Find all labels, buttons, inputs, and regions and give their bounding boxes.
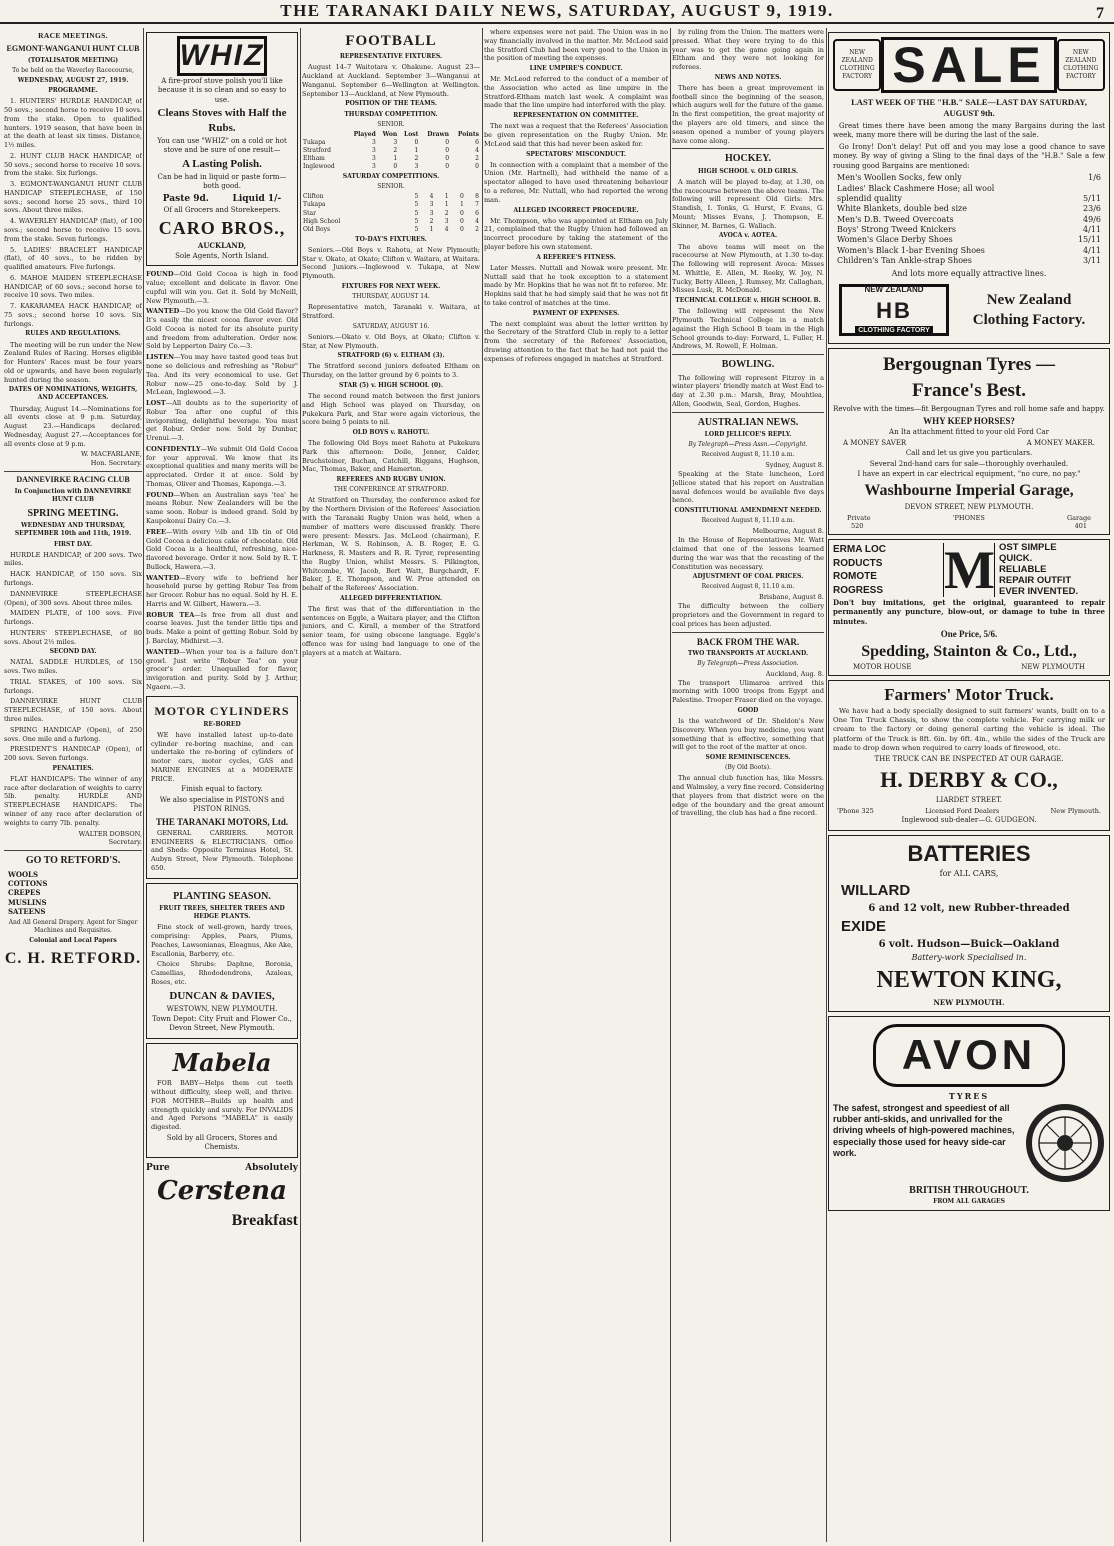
retford-item: MUSLINS <box>8 897 47 907</box>
newton-np: NEW PLYMOUTH. <box>933 997 1005 1007</box>
club-sub: In Conjunction with DANNEVIRKE HUNT CLUB <box>14 487 132 503</box>
batteries-advert <box>828 835 1110 1013</box>
phones-numbers <box>833 522 1105 531</box>
column-rule <box>482 28 483 1542</box>
mabela-text: FOR BABY—Helps them cut teeth without difficulty, sleep well, and thrive. FOR MOTHER—Builds up health and strength quickly and surely. For INVALIDS and Aged Persons "MABELA" is easily digested. <box>151 1079 293 1132</box>
retford-desc: And All General Drapery. Agent for Singer Machines and Requisites. <box>8 918 138 934</box>
avon-text: The safest, strongest and speediest of all rubber anti-skids, and unrivalled for the driving wheels of high-powered machines, especially those used for heavy side-car work. <box>833 1102 1015 1158</box>
whiz-forms: Can be had in liquid or paste form—both good. <box>157 172 287 191</box>
article-text: where expenses were not paid. The Union was in no way financially involved in the matter. Mr. McLeod said the Stratford Club had been very good to the Union in the position of meeting the expenses. <box>484 28 668 63</box>
meeting-date: WEDNESDAY AND THURSDAY, SEPTEMBER 10th and 11th, 1919. <box>14 522 132 538</box>
price-row: Children's Tan Ankle-strap Shoes 3/11 <box>837 256 1101 266</box>
club-name: DANNEVIRKE RACING CLUB <box>16 474 130 484</box>
classified-item: WANTED—Every wife to befriend her household purse by getting Robur Tea from her Grocer. Robur has no equal. Sold by H. E. Harris and W. Gilbert, Hawera.—3. <box>146 573 298 608</box>
meeting-date: WEDNESDAY, AUGUST 27, 1919. <box>17 77 129 85</box>
day-heading: FIRST DAY. <box>53 540 93 548</box>
sale-text: Great times there have been among the many Bargains during the last week, many more there will be during the last of the sale. <box>833 121 1105 140</box>
today-text: Seniors.—Old Boys v. Rahotu, at New Plymouth; Star v. Okato, at Okato; Clifton v. Waitara, at Waitara. Second Juniors.—Inglewood v. Tukapa, at New Plymouth. <box>302 245 480 281</box>
duncan-depot: Town Depot: City Fruit and Flower Co., Devon Street, New Plymouth. <box>152 1015 292 1033</box>
duncan-addr: WESTOWN, NEW PLYMOUTH. <box>166 1004 278 1013</box>
hb-sale-advert <box>828 32 1110 344</box>
mabela-logo: Mabela <box>172 1047 272 1077</box>
mabela-advert <box>146 1043 298 1158</box>
retford-item: WOOLS <box>8 869 39 879</box>
cerstena-pure: Pure <box>146 1162 170 1173</box>
divider <box>4 850 142 851</box>
article-text: Mr. Thompson, who was appointed at Eltham on July 21, complained that the Rugby Union had followed an incorrect procedure by taking the statement of the player before his own statement. <box>484 216 668 251</box>
whiz-headline: Cleans Stoves with Half the Rubs. <box>157 107 287 135</box>
race-entry: PRESIDENT'S HANDICAP (Open), of 200 sovs. Seven furlongs. <box>4 745 142 763</box>
price-row: White Blankets, double bed size 23/6 <box>837 204 1101 214</box>
race-entry: 7. KAKARAMEA HACK HANDICAP, of 75 sovs.; second horse 10 sovs. Six furlongs. <box>4 302 142 328</box>
whiz-logo: WHIZ <box>177 36 267 76</box>
divider <box>672 412 824 413</box>
ford-dealers: Licensed Ford Dealers <box>925 806 1000 815</box>
next-day: THURSDAY, AUGUST 14. <box>352 293 430 301</box>
table-row: Tukapa 5 3 1 1 7 <box>303 201 479 209</box>
bowling-heading: BOWLING. <box>721 359 775 371</box>
race-entry: 6. MAHOE MAIDEN STEEPLECHASE HANDICAP, of 60 sovs.; second horse to receive 10 sovs. Two miles. <box>4 273 142 300</box>
avoca-heading: AVOCA v. AOTEA. <box>718 232 778 240</box>
race-entry: 5. LADIES' BRACELET HANDICAP (flat), of 40 sovs., to be ridden by qualified amateurs. Five furlongs. <box>4 245 142 272</box>
line-umpire-heading: LINE UMPIRE'S CONDUCT. <box>529 65 623 73</box>
price-row: Men's Woollen Socks, few only 1/6 <box>837 173 1101 183</box>
liquid-price: Liquid 1/- <box>232 193 282 204</box>
permaloc-header <box>833 540 1105 601</box>
battery-work: Battery-work Specialised in. <box>911 952 1027 962</box>
cerstena-absolutely: Absolutely <box>245 1162 298 1173</box>
page-number: 7 <box>1096 5 1104 22</box>
classified-item: LISTEN—You may have tasted good teas but none so delicious and refreshing as "Robur" Tea. And its very economical to use. Get Robur now—25 one-to-day. Sold by J. McLean, Inglewood.—3. <box>146 353 298 397</box>
masthead <box>0 0 1114 24</box>
expenses-heading: PAYMENT OF EXPENSES. <box>532 309 620 317</box>
article-text: A match will be played to-day, at 1.30, on the racecourse between the above teams. The following will represent Old Girls: Mrs. Standish, I. Tonks, G. Hurst, F. Evans, G. Mount; Misses Evans, J. Thompson, E. Skinner, M. Barnes, G. Wallach. <box>672 177 824 230</box>
technical-heading: TECHNICAL COLLEGE v. HIGH SCHOOL B. <box>675 297 821 305</box>
club-sub: (TOTALISATOR MEETING) <box>27 56 119 64</box>
jellicoe-place: Sydney, August 8. <box>765 461 824 470</box>
representation-heading: REPRESENTATION ON COMMITTEE. <box>513 112 639 120</box>
transports-by: By Telegraph—Press Association. <box>697 659 799 667</box>
avon-tyres: TYRES <box>948 1091 990 1101</box>
price-row: Boys' Strong Tweed Knickers 4/11 <box>837 225 1101 235</box>
saturday-table <box>302 193 480 233</box>
why-keep-horses: WHY KEEP HORSES? <box>923 416 1015 427</box>
article-text: by ruling from the Union. The matters were pressed. What they were trying to do this year was to get the game going again in Eltham and they were not looking for referees. <box>672 28 824 72</box>
signature: WALTER DOBSON, <box>78 829 142 838</box>
nz-clothing-factory: New Zealand Clothing Factory. <box>972 292 1086 329</box>
programme-heading: PROGRAMME. <box>48 87 98 95</box>
price-row: Men's D.B. Tweed Overcoats 49/6 <box>837 214 1101 224</box>
motor-cylinders-advert <box>146 696 298 879</box>
rep-fixtures: August 14–7 Waitotara v. Ohakune. August 23—Auckland at Auckland. September 3—Wanganui at Wanganui. September 6—Wellington at Wellington. September 13—Auckland, at New Plymouth. <box>302 63 480 98</box>
thursday-competition: THURSDAY COMPETITION. <box>344 110 438 118</box>
race-entry: DANNEVIRKE STEEPLECHASE (Open), of 300 sovs. About three miles. <box>4 589 142 607</box>
sole-agents: Sole Agents, North Island. <box>175 251 269 260</box>
spedding-stainton: Spedding, Stainton & Co., Ltd., <box>861 643 1077 661</box>
cerstena-logo: Cerstena <box>157 1175 287 1206</box>
whiz-advert <box>146 32 298 266</box>
race-entry: NATAL SADDLE HURDLES, of 150 sovs. Two miles. <box>4 658 142 676</box>
classifieds <box>146 270 298 691</box>
article-text: There has been a great improvement in football since the beginning of the season, which augurs well for the future of the game. In the first competition, the great majority of the players are old timers, and since the season opened a number of young players have come along. <box>672 83 824 145</box>
jellicoe-heading: LORD JELLICOE'S REPLY. <box>704 431 792 439</box>
coal-received: Received August 8, 11.10 a.m. <box>701 583 795 591</box>
price-row: Women's Black 1-bar Evening Shoes 4/11 <box>837 245 1101 255</box>
motor-pistons: We also specialise in PISTONS and PISTON RINGS. <box>159 795 285 814</box>
phones-row <box>833 514 1105 523</box>
signature-title: Secretary. <box>108 838 142 847</box>
hockey-heading: HOCKEY. <box>724 153 772 165</box>
duncan-davies: DUNCAN & DAVIES, <box>169 989 275 1002</box>
column-rule <box>670 28 671 1542</box>
fruit-trees: FRUIT TREES, SHELTER TREES AND HEDGE PLANTS. <box>159 905 285 921</box>
signature-title: Hon. Secretary. <box>90 459 142 468</box>
for-all-cars: for ALL CARS, <box>939 869 999 879</box>
referees-text: At Stratford on Thursday, the conference asked for by the Northern Division of the Referees' Association with the Taranaki Rugby Union was held, when a number of matters were discussed frankly. There were present: Messrs. Jas. McLeod (chairman), F. Herkman, W. S. Robinson, A. B. Roger, E. G. Harkness, R. Masters and R. R. Tyrer, representing the Rugby Union, whilst Messrs. S. Pilkington, Whitcombe, W. Jacob, Bert Watt, Burgchardt, F. Baker, J. E. Thompson, and W. Prue attended on behalf of the Referees' Association. <box>302 496 480 593</box>
clothing-factory-stamp: NEW ZEALAND CLOTHING FACTORY <box>833 39 881 91</box>
clothing-factory-stamp: NEW ZEALAND CLOTHING FACTORY <box>1057 39 1105 91</box>
exide: EXIDE <box>841 917 887 935</box>
reminiscences-by: (By Old Boots). <box>724 764 771 772</box>
race-entry: HUNTERS' STEEPLECHASE, of 80 sovs. About 2½ miles. <box>4 628 142 646</box>
article-text: The annual club function has, like Messrs. and Walmsley, a very fine record. Considering that players from that district were on the edge of the boundary and the great amount of travelling, the club has had a fine record. <box>672 774 824 818</box>
whiz-prices <box>151 193 293 205</box>
retford-heading: GO TO RETFORD'S. <box>25 855 121 867</box>
race-entry: DANNEVIRKE HUNT CLUB STEEPLECHASE, of 150 sovs. About three miles. <box>4 697 142 724</box>
article-text: Mr. McLeod referred to the conduct of a member of the Association who acted as line umpire in the Stratford-Eltham match last week. A complaint was made that the line umpire had interfered with the play. <box>484 75 668 110</box>
fitness-heading: A REFEREE'S FITNESS. <box>536 253 616 261</box>
article-text: The following will represent the New Plymouth Technical College in a match against the High School B team in the High School grounds to-day: Forward, L. Fuller, H. Andrews, M. Rowell, F. Holman. <box>672 307 824 351</box>
retford-item: SATEENS <box>8 907 46 917</box>
permaloc-text: Don't buy imitations, get the original, guaranteed to repair permanently any puncture, blow-out, or damage to tube in three minutes. <box>833 597 1105 626</box>
auckland: AUCKLAND, <box>197 241 247 251</box>
alleged-text: The first was that of the differentiation in the sentences on Eggle, a Waitara player, and the Clifton juniors, and C. Kirall, a member of the Stratford senior team, for using obscene language. Eggle's offence was for using bad language to one of the players at a match at Waitara. <box>302 604 480 657</box>
table-row: Star 5 3 2 0 6 <box>303 209 479 217</box>
race-entry: TRIAL STAKES, of 100 sovs. Six furlongs. <box>4 677 142 695</box>
day-heading: SECOND DAY. <box>49 648 97 656</box>
race-entry: 3. EGMONT-WANGANUI HUNT CLUB HANDICAP STEEPLECHASE, of 150 sovs.; second horse 25 sovs., third 10 sovs. About three miles. <box>4 180 142 215</box>
constitutional-heading: CONSTITUTIONAL AMENDMENT NEEDED. <box>674 507 822 515</box>
whiz-lasting: A Lasting Polish. <box>182 157 262 170</box>
derby-phone: 'Phone 325 <box>837 806 874 815</box>
retford-item: COTTONS <box>8 879 48 888</box>
derby-row <box>833 807 1105 816</box>
last-week: LAST WEEK OF THE "H.B." SALE—LAST DAY SATURDAY, AUGUST 9th. <box>851 97 1087 119</box>
planting-heading: PLANTING SEASON. <box>173 890 271 902</box>
newspaper-title: THE TARANAKI DAILY NEWS, SATURDAY, AUGUST 9, 1919. <box>280 0 834 20</box>
liardet-street: LIARDET STREET. <box>935 796 1003 805</box>
washbourne-garage: Washbourne Imperial Garage, <box>864 482 1074 500</box>
rep-fixtures-heading: REPRESENTATIVE FIXTURES. <box>339 53 443 61</box>
phone-private: Private <box>847 513 871 522</box>
caro-bros: CARO BROS., <box>158 218 286 239</box>
thursday-table <box>302 131 480 171</box>
price-list <box>837 173 1101 267</box>
race-entry: 4. WAVERLEY HANDICAP (flat), of 100 sovs.; second horse to receive 15 sovs. from the stake. Seven furlongs. <box>4 217 142 243</box>
procedure-heading: ALLEGED INCORRECT PROCEDURE. <box>513 206 639 214</box>
article-text: Later Messrs. Nuttall and Nowak were present. Mr. Nuttall said that he took exception to a statement made by Mr. Hopkins that he was not fit to referee. Mr. Hopkins said that he had simply said that he was not fit to take control of matches at the time. <box>484 263 668 307</box>
price-row: splendid quality 5/11 <box>837 193 1101 203</box>
rules-heading: RULES AND REGULATIONS. <box>25 330 121 338</box>
table-row: Old Boys 5 1 4 0 2 <box>303 225 479 233</box>
today-heading: TO-DAY'S FIXTURES. <box>355 235 427 243</box>
expert-text: I have an expert in car electrical equipment, "no cure, no pay." <box>857 470 1081 479</box>
jellicoe-received: Received August 8, 11.10 a.m. <box>701 451 795 459</box>
next-week-heading: FIXTURES FOR NEXT WEEK. <box>341 282 441 290</box>
call-text: Call and let us give you particulars. <box>905 449 1033 458</box>
tyre-illustration-icon <box>1025 1103 1105 1183</box>
mabela-sold: Sold by all Grocers, Stores and Chemists. <box>166 1133 278 1152</box>
permaloc-advert <box>828 539 1110 676</box>
willard: WILLARD <box>841 882 911 900</box>
bergougnan-line2: France's Best. <box>912 380 1026 402</box>
reminiscences-heading: SOME REMINISCENCES. <box>705 754 791 762</box>
permaloc-right: OST SIMPLE QUICK. RELIABLE REPAIR OUTFIT EVER INVENTED. <box>999 542 1079 597</box>
from-all-garages: FROM ALL GARAGES <box>933 1198 1005 1206</box>
hb-clothing-factory: CLOTHING FACTORY <box>855 326 933 335</box>
cerstena-advert <box>146 1162 298 1232</box>
oldboys-text: The following Old Boys meet Rahotu at Pukekura Park this afternoon: Doile, Jenner, Calder, Bruchsteiner, Buchan, Catchill, Riggans, Hughson, Mac, Thomas, Baker, and Hamerton. <box>302 439 480 474</box>
hb-logo <box>839 284 949 336</box>
race-entry: 2. HUNT CLUB HACK HANDICAP, of 50 sovs.; second horse to receive 10 sovs. from the stake. Six furlongs. <box>4 151 142 178</box>
venue: To be held on the Waverley Racecourse, <box>12 67 134 75</box>
rules-text: The meeting will be run under the New Zealand Rules of Racing. Horses eligible for Hunters' Races must be four years old or upwards, and have been regularly hunted during the season. <box>4 340 142 384</box>
classified-item: FOUND—When an Australian says 'tea' he means Robur. New Zealanders will be the same soon. Robur is indeed grand. Sold by Kaupokonui Dairy Co.—3. <box>146 490 298 526</box>
article-text: The next was a request that the Referees' Association be given representation on the Rugby Union. Mr. McLeod said that this had never been asked for. <box>484 122 668 148</box>
article-text: Is the watchword of Dr. Sheldon's New Discovery. When you buy medicine, you want something that is effective, something that will get to the root of the matter at once. <box>672 717 824 752</box>
race-entry: 1. HUNTERS' HURDLE HANDICAP, of 50 sovs.; second horse to receive 10 sovs. from the stake. Open to qualified hunters. 1919 season, that have been in at the death at least six times. Distance, 1½ miles. <box>4 97 142 150</box>
stratford-heading: STRATFORD (6) v. ELTHAM (3). <box>337 352 445 360</box>
hs-oldgirls-heading: HIGH SCHOOL v. OLD GIRLS. <box>697 167 799 175</box>
price-row: Ladies' Black Cashmere Hose; all wool <box>837 183 995 193</box>
column-rule <box>826 28 827 1542</box>
dates-heading: DATES OF NOMINATIONS, WEIGHTS, AND ACCEPTANCES. <box>8 386 138 402</box>
sale-logo: SALE <box>881 37 1056 93</box>
washbourne-addr: DEVON STREET, NEW PLYMOUTH. <box>904 503 1034 512</box>
classified-item: WANTED—When your tea is a failure don't growl. Just write "Robur Tea" on your grocer's order. Unequalled for flavor, invigoration and purity. Sold by J. Arthur, Ngaere.—3. <box>146 647 298 691</box>
derby-np: New Plymouth. <box>1050 806 1101 815</box>
spectators-heading: SPECTATORS' MISCONDUCT. <box>526 150 626 158</box>
whiz-desc: A fire-proof stove polish you'll like because it is so clean and so easy to use. <box>157 77 287 104</box>
article-text: Speaking at the State luncheon, Lord Jellicoe stated that his report on Australian naval defences would be available five days hence. <box>672 470 824 505</box>
more-lines: And lots more equally attractive lines. <box>891 268 1047 278</box>
alleged-heading: ALLEGED DIFFERENTIATION. <box>339 594 443 602</box>
ford-attachment: An Ita attachment fitted to your old Ford Car <box>889 428 1049 437</box>
sat16: SATURDAY, AUGUST 16. <box>352 322 430 330</box>
permaloc-left: ERMA LOC RODUCTS ROMOTE ROGRESS <box>833 544 886 596</box>
club-name: EGMONT-WANGANUI HUNT CLUB <box>6 44 140 54</box>
choice-text: Choice Shrubs: Daphne, Boronia, Camellias, Rhododendrons, Azaleas, Roses, etc. <box>151 960 293 986</box>
race-entry: HURDLE HANDICAP, of 200 sovs. Two miles. <box>4 550 142 568</box>
oldboys-heading: OLD BOYS v. RAHOTU. <box>352 429 430 437</box>
paste-price: Paste 9d. <box>162 193 209 204</box>
section-heading: RACE MEETINGS. <box>38 31 108 40</box>
senior-label: SENIOR. <box>377 120 405 128</box>
article-text: The difficulty between the colliery proprietors and the Government in regard to coal prices has been adjusted. <box>672 602 824 628</box>
saver-row <box>833 439 1105 448</box>
football-heading: FOOTBALL <box>345 33 437 49</box>
table-row: Inglewood 3 0 3 0 0 <box>303 163 479 171</box>
second-hand: Several 2nd-hand cars for sale—thoroughly overhauled. <box>869 459 1069 468</box>
const-received: Received August 8, 11.10 a.m. <box>701 517 795 525</box>
positions-heading: POSITION OF THE TEAMS. <box>345 100 437 108</box>
divider <box>672 148 824 149</box>
article-text: The following will represent Fitzroy in a winter players' friendly match at West End to-day at 2.30 p.m.: Marsh, Bray, Mouhtlea, Allen, Goodwin, Seal, Gordon, Hughes. <box>672 373 824 408</box>
taranaki-motors-desc: GENERAL CARRIERS. MOTOR ENGINEERS & ELECTRICIANS. Office and Sheds: Opposite Terminus Hotel, St. Aubyn Street, New Plymouth. Telephone 650. <box>151 828 293 872</box>
inglewood-sub: Inglewood sub-dealer—G. GUDGEON. <box>901 816 1037 825</box>
classified-item: CONFIDENTLY—We submit Old Gold Cocoa for your approval. We know that its exceptional qualities and many merits will be appreciated. Order it at once. Sold by Thomas, Oliver and Thomas, Kaponga.—3. <box>146 444 298 488</box>
bergougnan-text: Revolve with the times—fit Bergougnan Tyres and roll home safe and happy. <box>833 404 1105 413</box>
referees-sub: THE CONFERENCE AT STRATFORD. <box>333 486 449 494</box>
fruit-text: Fine stock of well-grown, hardy trees, comprising: Apples, Pears, Plums, Peaches, Lawsonianas, Eleagnus, Ake Ake, Escallonia, Barberry, etc. <box>151 923 293 958</box>
money-maker: A MONEY MAKER. <box>1026 438 1095 447</box>
column-advertisements <box>146 28 298 1542</box>
race-entry: HACK HANDICAP, of 150 sovs. Six furlongs. <box>4 570 142 587</box>
back-from-war-heading: BACK FROM THE WAR. <box>696 636 800 647</box>
australian-news-heading: AUSTRALIAN NEWS. <box>697 416 799 428</box>
motor-text: WE have installed latest up-to-date cylinder re-boring machine, and can undertake the re-boring of cylinders of motor cars, motor cycles, GAS and MARINE ENGINES at a MODERATE PRICE. <box>151 730 293 783</box>
next-text: Representative match, Taranaki v. Waitara, at Stratford. <box>302 303 480 320</box>
avon-body <box>833 1103 1105 1183</box>
bergougnan-line1: Bergougnan Tyres — <box>882 354 1056 376</box>
sale-text2: Go Irony! Don't delay! Put off and you may lose a good chance to save money. By way of giving a Sling to the final days of the "H.B." Sale a few rousing good Bargains are mentioned: <box>833 142 1105 170</box>
sale-header <box>833 36 1105 94</box>
hb-letters: HB <box>876 298 912 324</box>
price-row: Women's Glace Derby Shoes 15/11 <box>837 235 1101 245</box>
hb-footer <box>833 280 1105 340</box>
column-rule <box>143 28 144 1542</box>
table-row: Eltham 3 1 2 0 2 <box>303 154 479 162</box>
big-m-letter: M <box>944 540 995 601</box>
referees-heading: REFEREES AND RUGBY UNION. <box>336 476 446 484</box>
planting-advert <box>146 883 298 1039</box>
farmers-heading: Farmers' Motor Truck. <box>884 685 1054 705</box>
good-heading: GOOD <box>737 706 759 714</box>
article-text: The above teams will meet on the racecourse at New Plymouth, at 1.30 to-day. The following will represent Avoca: Misses M. Whittle, E. Allen, M. Reeky, W. Joy, N. Tucky, Betty Alleen, J. Rumsey, Mr. Callaghan, Misses Lusk, R. McDonald. <box>672 242 824 295</box>
classified-item: FOUND—Old Gold Cocoa is high in food value; excellent and delicate in flavor. One cupful will win you. Get it. Sold by McNeill, New Plymouth.—3. <box>146 270 298 305</box>
article-text: The next complaint was about the letter written by the Secretary of the Stratford Club in reply to a letter from the secretary of the Referees' Association, drawing attention to the fact that he had not paid the expenses of referees engaged in matches at Stratford. <box>484 319 668 363</box>
stratford-text: The Stratford second juniors defeated Eltham on Thursday, on the latter ground by 6 points to 3. <box>302 362 480 380</box>
taranaki-motors: THE TARANAKI MOTORS, Ltd. <box>155 816 289 827</box>
farmers-text: We have had a body specially designed to suit farmers' wants, built on to a One Ton Truck Chassis, to show the complete vehicle. For carrying milk or cream to the factory or doing general carting the vehicle is ideal. The platform of the Truck is 8ft. 6in. by 6ft. 4in., while the sides of the Truck are made to drop down when required to carry loads of firewood, etc. <box>833 707 1105 752</box>
phone-private-number: 520 <box>851 522 864 531</box>
article-text: In the House of Representatives Mr. Watt claimed that one of the lessons learned during the war was that the recasting of the Constitution was necessary. <box>672 536 824 571</box>
divider <box>672 632 824 633</box>
willard-sub: 6 and 12 volt, new Rubber-threaded <box>868 903 1070 915</box>
divider <box>672 354 824 355</box>
motor-house: MOTOR HOUSE <box>853 662 912 671</box>
whiz-desc2: You can use "WHIZ" on a cold or hot stove and be sure of one result— <box>157 137 287 155</box>
phones-label: 'PHONES <box>952 513 985 522</box>
table-row: High School 5 2 3 0 4 <box>303 217 479 225</box>
farmers-truck-advert <box>828 680 1110 831</box>
phone-garage-number: 401 <box>1074 522 1087 531</box>
divider <box>4 471 142 472</box>
motor-sub: RE-BORED <box>203 720 241 728</box>
exide-sub: 6 volt. Hudson—Buick—Oakland <box>878 939 1060 951</box>
penalties-heading: PENALTIES. <box>52 764 94 772</box>
classified-item: ROBUR TEA—Is free from all dust and coarse leaves. Just the tender little tips and buds. Make a point of getting Robur. Sold by J. Barclay, Midhirst.—3. <box>146 610 298 645</box>
motor-finish: Finish equal to factory. <box>181 785 263 794</box>
coal-place: Brisbane, August 8. <box>759 593 824 602</box>
avon-logo: AVON <box>873 1024 1065 1087</box>
spring-meeting: SPRING MEETING. <box>27 507 119 519</box>
star-text: The second round match between the first juniors and High School was played on Thursday, on Pukekura Park, and Star were again victorious, the score being 5 points to nil. <box>302 392 480 427</box>
motor-heading: MOTOR CYLINDERS <box>154 703 290 718</box>
news-heading: NEWS AND NOTES. <box>714 73 782 81</box>
derby-co: H. DERBY & CO., <box>880 767 1058 793</box>
retford-sub: Colonial and Local Papers <box>29 936 117 944</box>
race-entry: MAIDEN PLATE, of 100 sovs. Five furlongs. <box>4 609 142 627</box>
column-rule <box>300 28 301 1542</box>
money-saver: A MONEY SAVER <box>843 438 907 447</box>
newton-king: NEWTON KING, <box>876 967 1062 994</box>
bergougnan-advert <box>828 348 1110 535</box>
transports-place: Auckland, Aug. 8. <box>765 669 824 678</box>
retford-item: CREPES <box>8 888 41 898</box>
dates-text: Thursday, August 14.—Nominations for all events close at 9 p.m. Saturday, August 23.—Handicaps declared. Wednesday, August 27.—Acceptances for all events close at 9 p.m. <box>4 404 142 448</box>
column-news <box>672 28 824 1542</box>
phone-garage: Garage <box>1066 513 1091 522</box>
whiz-grocers: Of all Grocers and Storekeepers. <box>163 205 281 214</box>
article-text: In connection with a complaint that a member of the Union (Mr. Hartnell), had withheld the name of a spectator alleged to have used threatening behaviour to a referee, Mr. Nuttall, who had reported the wrong man. <box>484 160 668 204</box>
retford-items <box>8 870 142 917</box>
column-football-continued <box>484 28 668 1542</box>
transports-heading: TWO TRANSPORTS AT AUCKLAND. <box>687 649 809 657</box>
table-row: Tukapa 3 3 0 0 6 <box>303 138 479 146</box>
jellicoe-by: By Telegraph—Press Assn.—Copyright. <box>688 441 808 449</box>
senior-label: SENIOR. <box>377 183 405 191</box>
table-row: Clifton 5 4 1 0 8 <box>303 193 479 201</box>
column-race-meetings <box>4 28 142 1542</box>
sat16-text: Seniors.—Okato v. Old Boys, at Okato; Clifton v. Star, at New Plymouth. <box>302 332 480 350</box>
const-place: Melbourne, August 8. <box>752 527 824 536</box>
penalties-text: FLAT HANDICAPS: The winner of any race after declaration of weights to carry 5lb. penalty. HURDLE AND STEEPLECHASE HANDICAPS: The winner of any race after declaration of weights to carry 7lb. penalty. <box>4 774 142 827</box>
column-football <box>302 28 480 1542</box>
article-text: The transport Ulimaroa arrived this morning with 1000 troops from Egypt and Palestine. Trooper Fraser died on the voyage. <box>672 678 824 705</box>
motor-house-location: NEW PLYMOUTH <box>1021 662 1085 671</box>
cerstena-breakfast: Breakfast <box>231 1212 298 1230</box>
star-heading: STAR (5) v. HIGH SCHOOL (0). <box>338 381 444 389</box>
motor-house-row <box>833 663 1105 672</box>
retford-name: C. H. RETFORD. <box>4 950 142 968</box>
batteries-heading: BATTERIES <box>907 840 1031 866</box>
classified-item: LOST—All doubts as to the superiority of Robur Tea after one cupful of this invigorating, delightful beverage. You must get Robur. Order now. Sold by Dunbar, Urenui.—3. <box>146 399 298 443</box>
inspect-text: THE TRUCK CAN BE INSPECTED AT OUR GARAGE. <box>874 754 1064 763</box>
one-price: One Price, 5/6. <box>940 628 998 639</box>
classified-item: WANTED—Do you know the Old Gold flavor? It's easily the nicest cocoa flavor ever. Old Gold Cocoa is noted for its absolute purity and freedom from adulteration. Order now. Sold by Lepperton Dairy Co.—3. <box>146 307 298 351</box>
column-display-ads <box>828 28 1110 1542</box>
classified-item: FREE—With every ½lb and 1lb tin of Old Gold Cocoa a delicious cake of chocolate. Old Gold Cocoa is a healthful, refreshing, nice-flavored beverage. Order it now. Sold by R. T. Bullock, Hawera.—3. <box>146 527 298 571</box>
british-throughout: BRITISH THROUGHOUT. <box>909 1184 1029 1196</box>
hb-nz: NEW ZEALAND <box>864 285 924 295</box>
table-row: Stratford 3 2 1 0 4 <box>303 146 479 154</box>
coal-heading: ADJUSTMENT OF COAL PRICES. <box>692 573 804 581</box>
race-entry: SPRING HANDICAP (Open), of 250 sovs. One mile and a furlong. <box>4 725 142 743</box>
saturday-competitions: SATURDAY COMPETITIONS. <box>342 173 440 181</box>
table-header-row: Played Won Lost Drawn Points <box>353 130 479 138</box>
avon-advert <box>828 1016 1110 1211</box>
signature: W. MACFARLANE, <box>80 450 142 459</box>
